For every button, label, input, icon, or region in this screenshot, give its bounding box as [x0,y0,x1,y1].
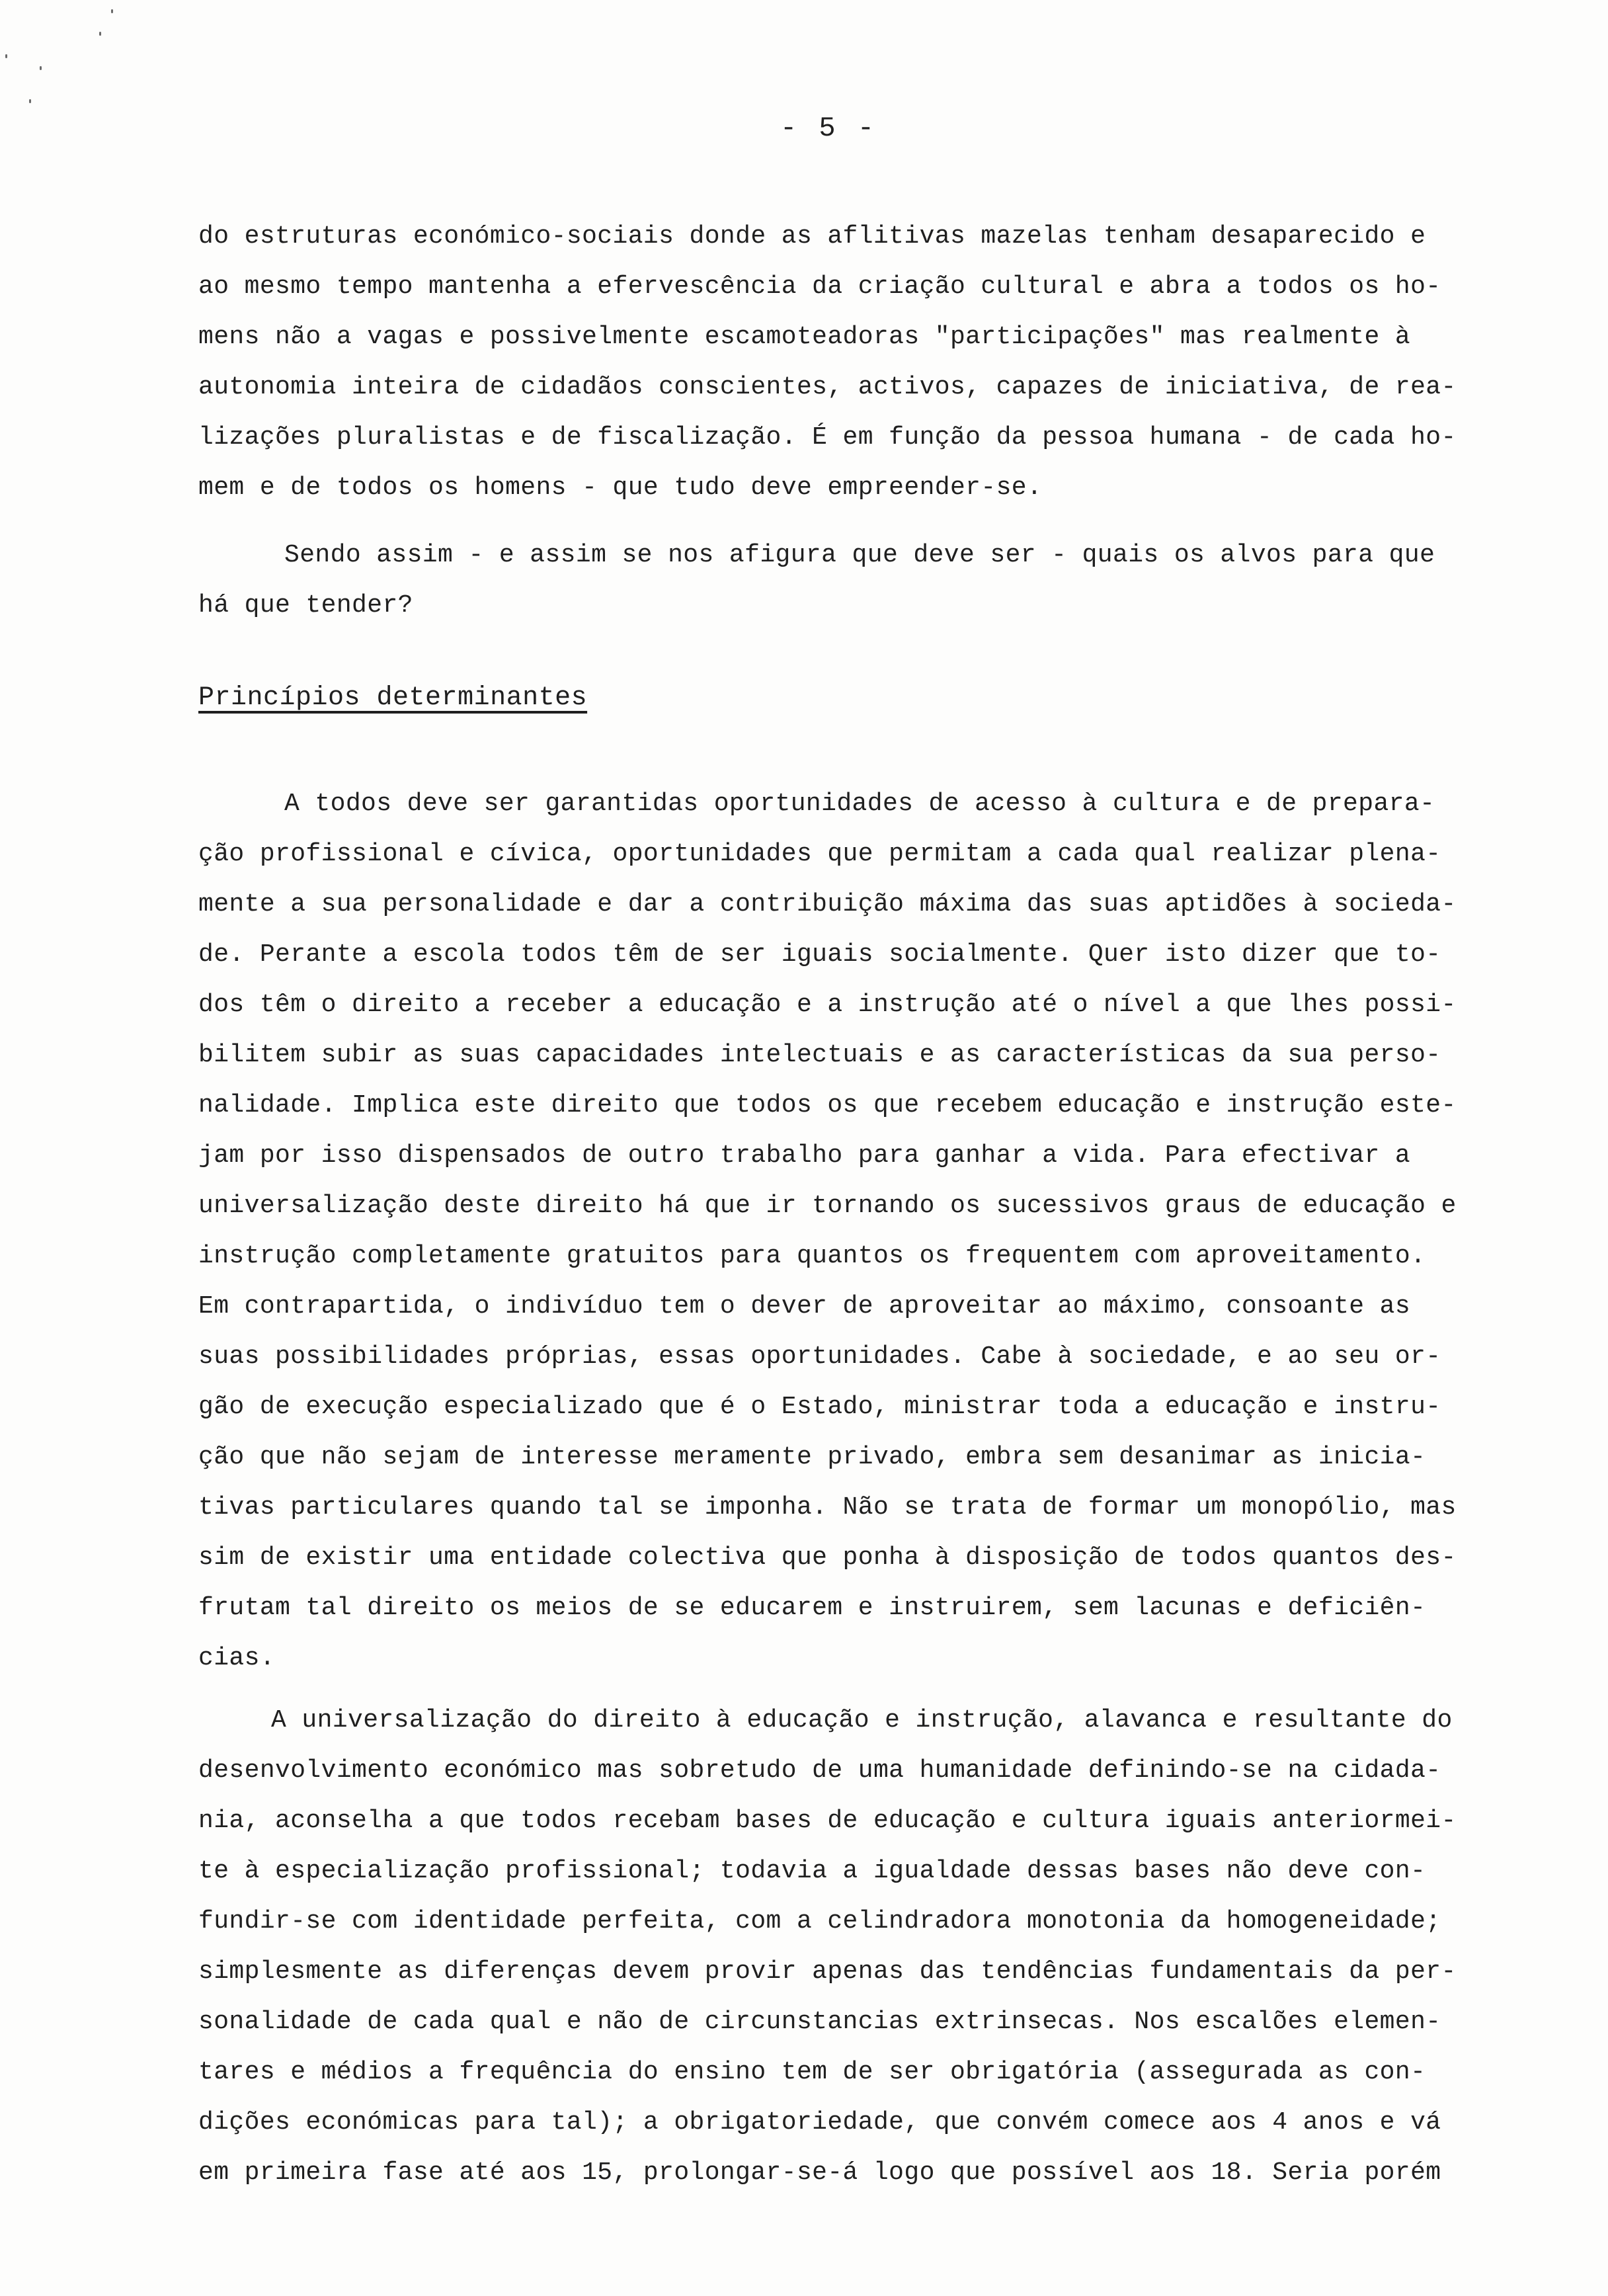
text-line: frutam tal direito os meios de se educarem e instruirem, sem lacunas e deficiên- [198,1594,1426,1622]
scan-speck [111,9,113,13]
text-line: de. Perante a escola todos têm de ser iguais socialmente. Quer isto dizer que to- [198,940,1441,969]
text-line: te à especialização profissional; todavia a igualdade dessas bases não deve con- [198,1857,1426,1885]
text-line: do estruturas económico-sociais donde as aflitivas mazelas tenham desaparecido e [198,222,1426,251]
text-line: mens não a vagas e possivelmente escamoteadoras "participações" mas realmente à [198,323,1411,351]
text-line: em primeira fase até aos 15, prolongar-se-á logo que possível aos 18. Seria porém [198,2158,1441,2187]
text-line: A todos deve ser garantidas oportunidades de acesso à cultura e de prepara- [284,790,1435,818]
text-line: mente a sua personalidade e dar a contribuição máxima das suas aptidões à socieda- [198,890,1457,919]
text-line: nia, aconselha a que todos recebam bases de educação e cultura iguais anteriormei- [198,1807,1457,1835]
text-line: jam por isso dispensados de outro trabalho para ganhar a vida. Para efectivar a [198,1141,1411,1170]
text-line: autonomia inteira de cidadãos conscientes, activos, capazes de iniciativa, de rea- [198,373,1457,401]
text-line: Sendo assim - e assim se nos afigura que deve ser - quais os alvos para que [284,541,1435,569]
scan-speck [5,54,7,58]
text-line: ao mesmo tempo mantenha a efervescência da criação cultural e abra a todos os ho- [198,272,1441,301]
text-line: ção que não sejam de interesse meramente privado, embra sem desanimar as inicia- [198,1443,1426,1471]
text-line: há que tender? [198,591,413,620]
text-line: simplesmente as diferenças devem provir apenas das tendências fundamentais da per- [198,1957,1457,1986]
text-line: suas possibilidades próprias, essas oportunidades. Cabe à sociedade, e ao seu or- [198,1342,1441,1371]
page-number: - 5 - [780,112,877,144]
text-line: lizações pluralistas e de fiscalização. É em função da pessoa humana - de cada ho- [198,423,1457,452]
text-line: instrução completamente gratuitos para quantos os frequentem com aproveitamento. [198,1242,1426,1270]
text-line: sim de existir uma entidade colectiva que ponha à disposição de todos quantos des- [198,1543,1457,1572]
text-line: nalidade. Implica este direito que todos os que recebem educação e instrução este- [198,1091,1457,1120]
paragraph-question [198,530,1554,631]
paragraph-principles [198,779,1554,1684]
scan-speck [99,32,101,36]
text-line: gão de execução especializado que é o Estado, ministrar toda a educação e instru- [198,1393,1441,1421]
text-line: ção profissional e cívica, oportunidades que permitam a cada qual realizar plena- [198,840,1441,868]
text-line: fundir-se com identidade perfeita, com a celindradora monotonia da homogeneidade; [198,1907,1441,1936]
text-line: tivas particulares quando tal se imponha. Não se trata de formar um monopólio, mas [198,1493,1457,1522]
section-heading: Princípios determinantes [198,683,588,713]
text-line: bilitem subir as suas capacidades intelectuais e as características da sua perso- [198,1041,1441,1069]
text-line: mem e de todos os homens - que tudo deve empreender-se. [198,473,1043,502]
paragraph-continuation [198,212,1554,513]
text-line: universalização deste direito há que ir tornando os sucessivos graus de educação e [198,1192,1457,1220]
paragraph-universalization [198,1696,1554,2198]
text-line: desenvolvimento económico mas sobretudo de uma humanidade definindo-se na cidada- [198,1756,1441,1785]
text-line: Em contrapartida, o indivíduo tem o dever de aproveitar ao máximo, consoante as [198,1292,1411,1321]
text-line: dições económicas para tal); a obrigatoriedade, que convém comece aos 4 anos e vá [198,2108,1441,2137]
scan-speck [40,66,42,70]
text-line: dos têm o direito a receber a educação e a instrução até o nível a que lhes possi- [198,991,1457,1019]
text-line: sonalidade de cada qual e não de circunstancias extrinsecas. Nos escalões elemen- [198,2008,1441,2036]
text-line: tares e médios a frequência do ensino tem de ser obrigatória (assegurada as con- [198,2058,1426,2086]
text-line: cias. [198,1644,276,1672]
scan-speck [29,99,31,103]
text-line: A universalização do direito à educação e instrução, alavanca e resultante do [271,1706,1453,1735]
